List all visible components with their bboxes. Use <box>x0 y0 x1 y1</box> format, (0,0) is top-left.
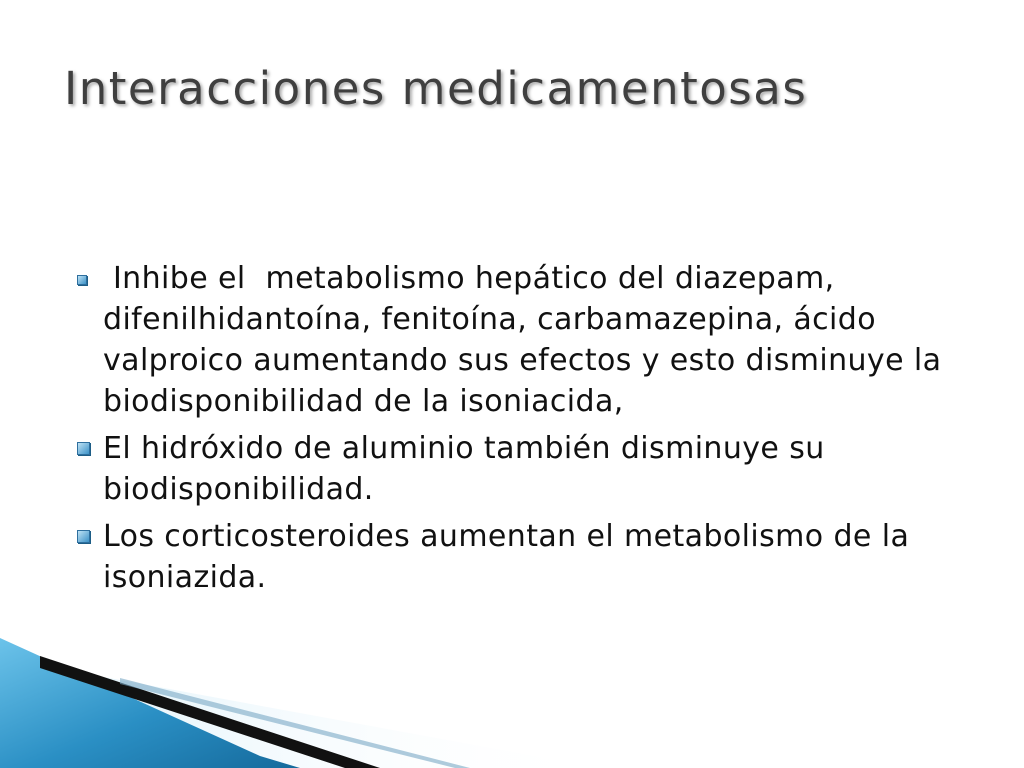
checkbox-square-icon <box>77 275 87 285</box>
slide-title: Interacciones medicamentosas <box>64 62 808 115</box>
checkbox-square-icon <box>77 530 90 543</box>
bullet-text-2: El hidróxido de aluminio también disminuye su biodisponibilidad. <box>103 431 835 507</box>
checkbox-square-icon <box>77 442 90 455</box>
bullet-item-2 <box>72 428 952 510</box>
decorative-corner-swoosh <box>0 638 620 768</box>
bullet-item-1 <box>72 258 952 422</box>
bullet-item-3 <box>72 516 952 598</box>
bullet-text-3: Los corticosteroides aumentan el metabolismo de la isoniazida. <box>103 519 920 595</box>
bullet-text-1: Inhibe el metabolismo hepático del diazepam, difenilhidantoína, fenitoína, carbamazepina, ácido valproico aumentando sus efectos y esto disminuye la biodisponibilidad de la isoniacida, <box>103 261 952 419</box>
bullet-list <box>72 258 952 604</box>
